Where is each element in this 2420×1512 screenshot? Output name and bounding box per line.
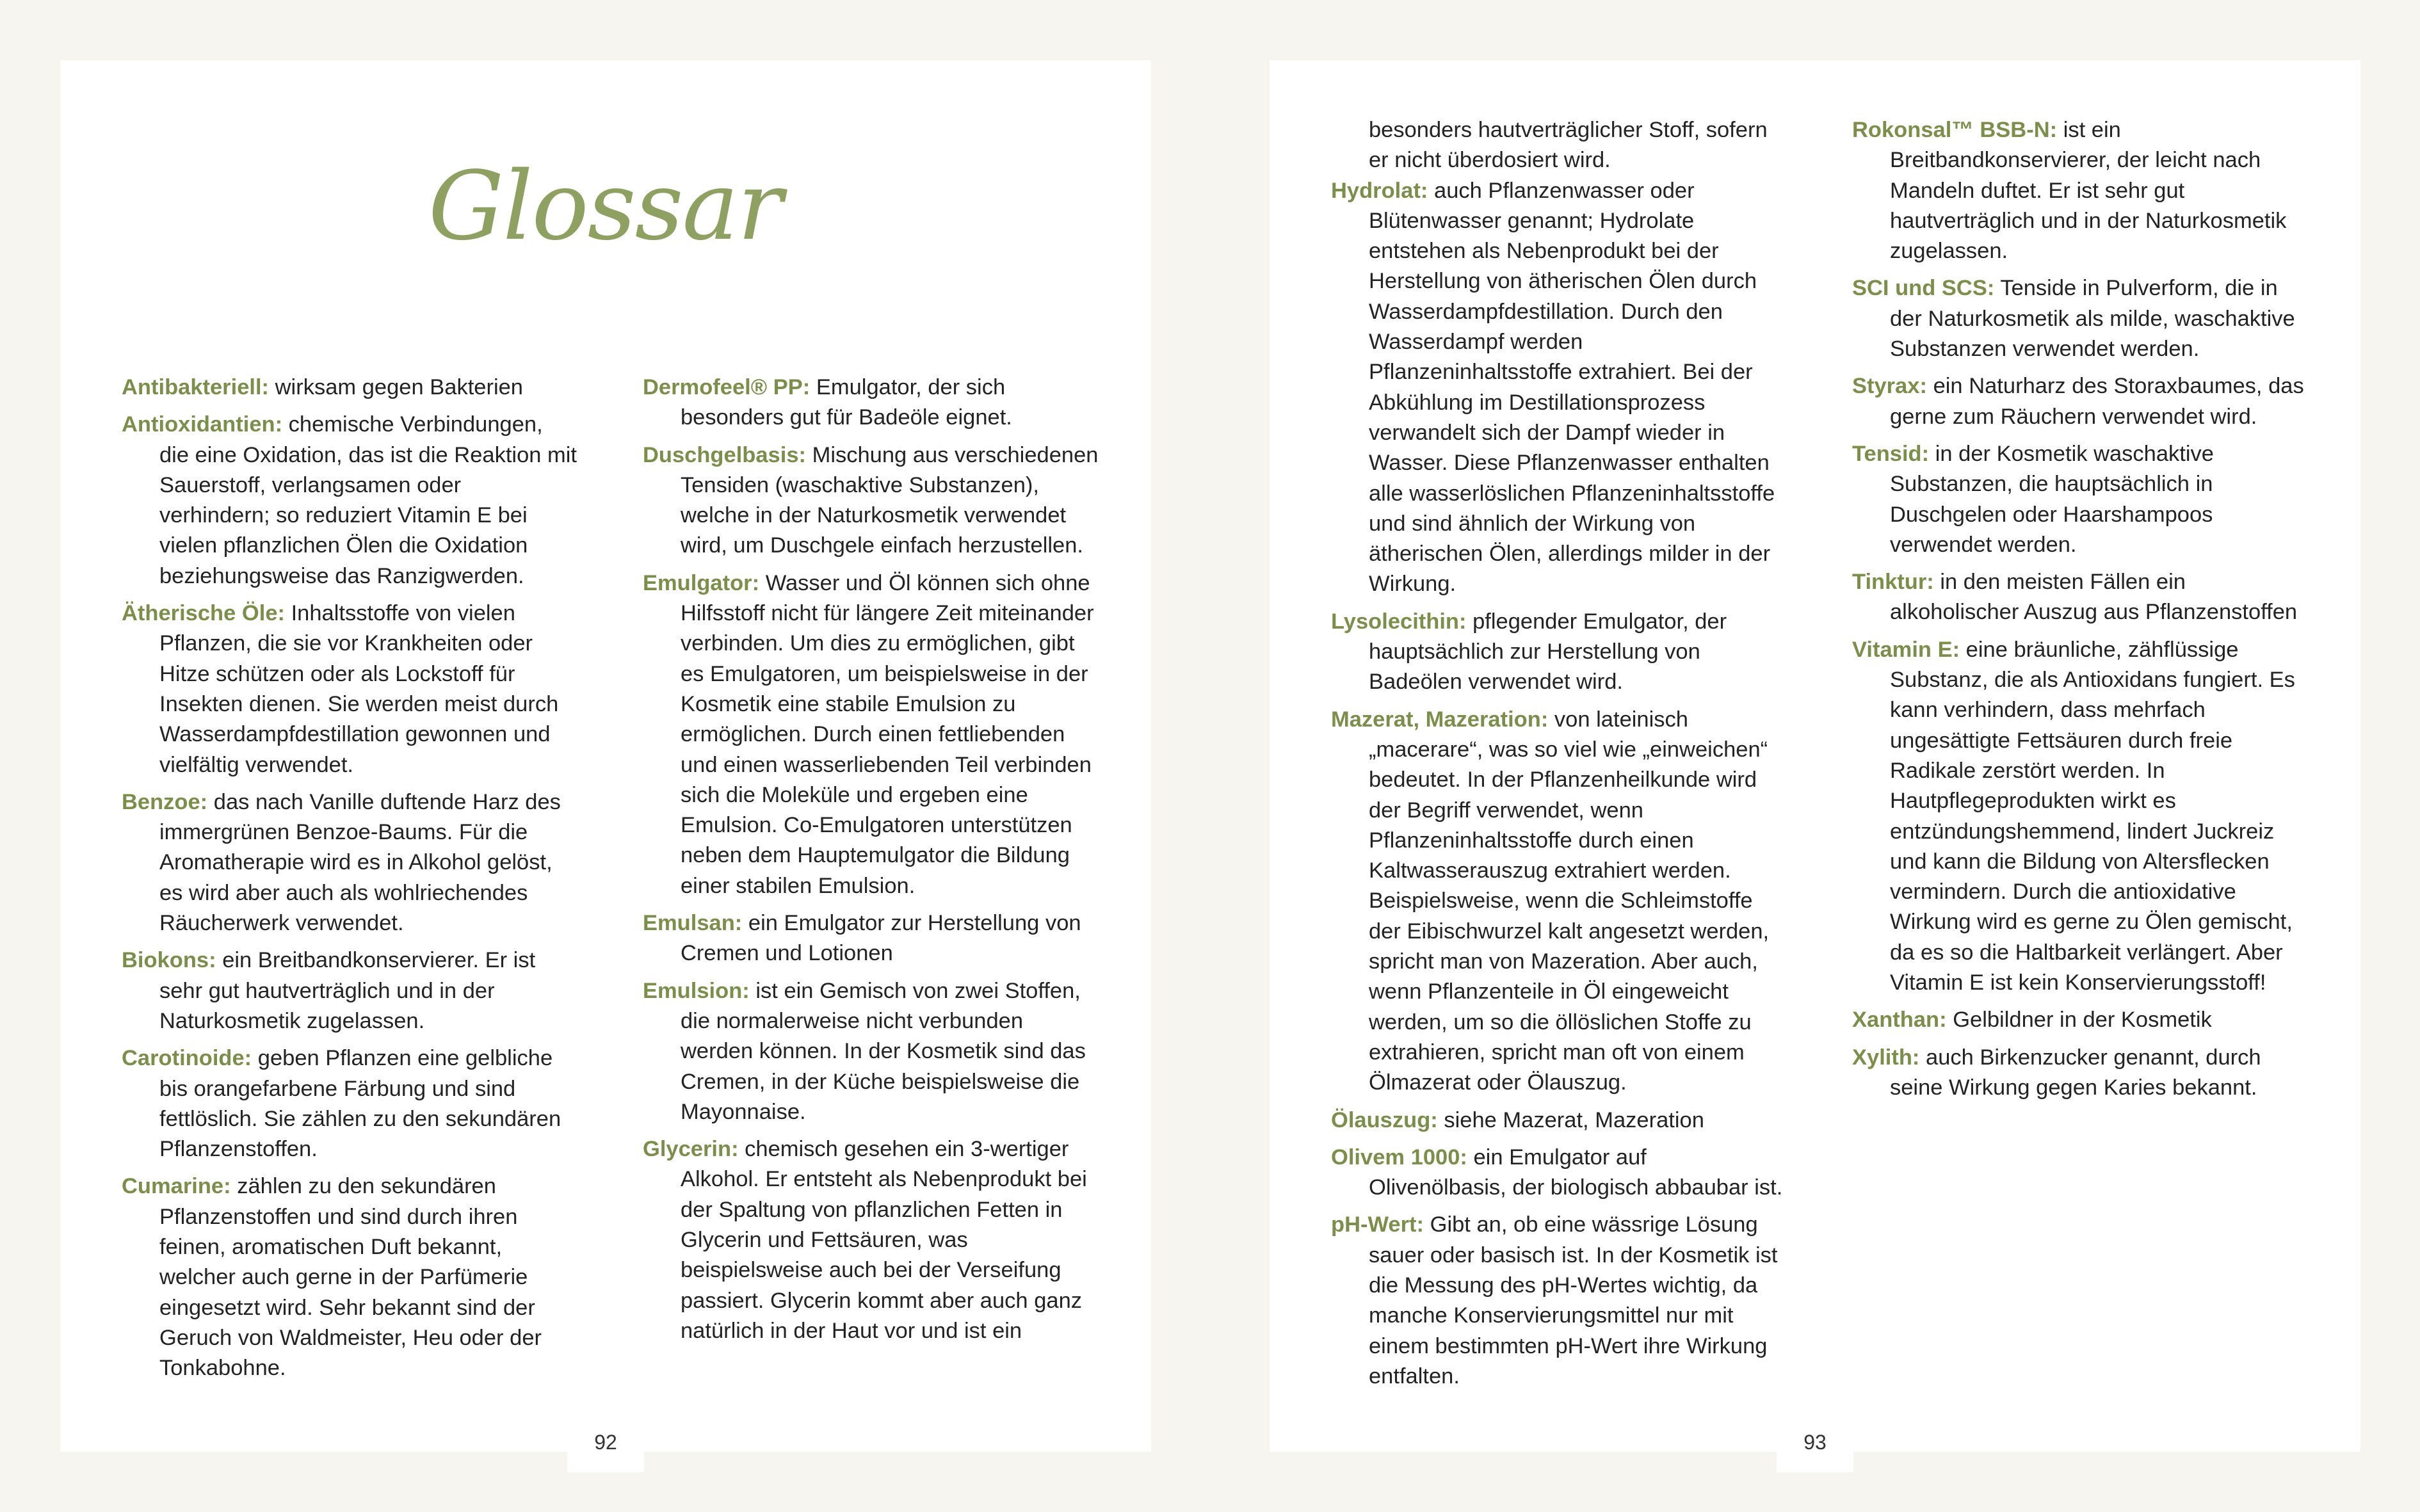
- glossary-definition: von lateinisch „macerare“, was so viel wie „einweichen“ bedeutet. In der Pflanzenheilkunde wird der Begriff verwendet, wenn Pflanzeninhaltsstoffe durch einen Kaltwasserauszug extrahiert werden. Beispielsweise, wenn die Schleimstoffe der Eibischwurzel kalt angesetzt werden, spricht man von Mazeration. Aber auch, wenn Pflanzenteile in Öl eingeweicht werden, um so die öllöslichen Stoffe zu extrahieren, spricht man oft von einem Ölmazerat oder Ölauszug.: [1369, 707, 1770, 1095]
- glossary-entry: [1852, 273, 2308, 364]
- glossary-entry: [643, 440, 1099, 561]
- glossary-term: Antibakteriell:: [122, 375, 270, 399]
- glossary-entry: [122, 410, 577, 591]
- glossary-entry: [1331, 1143, 1787, 1203]
- glossary-term: Lysolecithin:: [1331, 609, 1467, 634]
- glossary-entry: [643, 1134, 1099, 1346]
- glossary-entry: [1852, 371, 2308, 432]
- continuation-text: besonders hautverträglicher Stoff, sofern er nicht überdosiert wird.: [1369, 118, 1768, 173]
- glossary-definition: Gelbildner in der Kosmetik: [1953, 1008, 2212, 1033]
- glossary-term: Biokons:: [122, 948, 216, 973]
- glossary-term: Xylith:: [1852, 1045, 1920, 1070]
- glossary-entry: [1852, 635, 2308, 999]
- glossary-entry: [1331, 176, 1787, 600]
- glossary-term: Emulgator:: [643, 570, 760, 595]
- glossary-definition: Mischung aus verschiedenen Tensiden (waschaktive Substanzen), welche in der Naturkosmetik verwendet wird, um Duschgele einfach herzustellen.: [681, 442, 1099, 558]
- glossary-term: Benzoe:: [122, 789, 208, 814]
- glossary-definition: ein Breitbandkonservierer. Er ist sehr gut hautverträglich und in der Naturkosmetik zugelassen.: [159, 948, 536, 1033]
- glossary-definition: ist ein Breitbandkonservierer, der leicht nach Mandeln duftet. Er ist sehr gut hautverträglich und in der Naturkosmetik zugelassen.: [1890, 118, 2287, 264]
- glossary-term: Tensid:: [1852, 441, 1930, 466]
- glossary-term: Xanthan:: [1852, 1008, 1947, 1033]
- glossary-term: Glycerin:: [643, 1137, 739, 1162]
- glossary-definition: eine bräunliche, zähflüssige Substanz, die als Antioxidans fungiert. Es kann verhindern, dass mehrfach ungesättigte Fettsäuren durch freie Radikale zerstört werden. In Hautpflegeprodukten wirkt es entzündungshemmend, lindert Juckreiz und kann die Bildung von Altersflecken vermindern. Durch die antioxidative Wirkung wird es gerne zu Ölen gemischt, da es so die Haltbarkeit verlängert. Aber Vitamin E ist kein Konservierungsstoff!: [1890, 637, 2295, 995]
- glossary-column-4: [1852, 115, 2308, 1110]
- glossary-term: Ölauszug:: [1331, 1107, 1438, 1132]
- glossary-definition: ein Emulgator auf Olivenölbasis, der biologisch abbaubar ist.: [1369, 1145, 1783, 1200]
- glossary-entry: [643, 373, 1099, 433]
- page-number-right: 93: [1803, 1431, 1827, 1454]
- glossary-definition: Wasser und Öl können sich ohne Hilfsstoff nicht für längere Zeit miteinander verbinden. Um dies zu ermöglichen, gibt es Emulgatoren, um beispielsweise in der Kosmetik eine stabile Emulsion zu ermöglichen. Durch einen fettliebenden und einen wasserliebenden Teil verbinden sich die Moleküle und ergeben eine Emulsion. Co-Emulgatoren unterstützen neben dem Hauptemulgator die Bildung einer stabilen Emulsion.: [681, 570, 1094, 898]
- glossary-definition: auch Birkenzucker genannt, durch seine Wirkung gegen Karies bekannt.: [1890, 1045, 2261, 1100]
- glossary-definition: wirksam gegen Bakterien: [275, 375, 523, 399]
- glossary-definition: Gibt an, ob eine wässrige Lösung sauer oder basisch ist. In der Kosmetik ist die Messung des pH-Wertes wichtig, da manche Konservierungsmittel nur mit einem bestimmten pH-Wert ihre Wirkung entfalten.: [1369, 1212, 1778, 1388]
- glossary-definition: ein Emulgator zur Herstellung von Cremen und Lotionen: [681, 911, 1081, 966]
- glossary-entry: [122, 945, 577, 1036]
- glossary-entry: [122, 599, 577, 780]
- glossary-term: pH-Wert:: [1331, 1212, 1424, 1237]
- glossary-entry: [643, 908, 1099, 969]
- glossary-entry: [643, 568, 1099, 901]
- glossary-term: SCI und SCS:: [1852, 276, 1995, 301]
- glossary-entry: [1852, 1043, 2308, 1104]
- glossary-entry: [1852, 567, 2308, 628]
- page-number-left: 92: [594, 1431, 617, 1454]
- glossary-column-1: [122, 373, 577, 1391]
- glossary-definition: auch Pflanzenwasser oder Blütenwasser genannt; Hydrolate entstehen als Nebenprodukt bei der Herstellung von ätherischen Ölen durch Wasserdampfdestillation. Durch den Wasserdampf werden Pflanzeninhaltsstoffe extrahiert. Bei der Abkühlung im Destillationsprozess verwandelt sich der Dampf wieder in Wasser. Diese Pflanzenwasser enthalten alle wasserlöslichen Pflanzeninhaltsstoffe und sind ähnlich der Wirkung von ätherischen Ölen, allerdings milder in der Wirkung.: [1369, 178, 1775, 597]
- glossary-definition: geben Pflanzen eine gelbliche bis orangefarbene Färbung und sind fettlöslich. Sie zählen zu den sekundären Pflanzenstoffen.: [159, 1046, 561, 1162]
- glossary-definition: siehe Mazerat, Mazeration: [1444, 1107, 1704, 1132]
- glossary-term: Vitamin E:: [1852, 637, 1960, 662]
- right-page-tab: [1777, 1452, 1853, 1472]
- glossary-entry: [1331, 607, 1787, 698]
- glossary-term: Dermofeel® PP:: [643, 375, 811, 399]
- glossary-definition: Tenside in Pulverform, die in der Naturkosmetik als milde, waschaktive Substanzen verwendet werden.: [1890, 276, 2295, 362]
- glossary-definition: in den meisten Fällen ein alkoholischer Auszug aus Pflanzenstoffen: [1890, 570, 2298, 625]
- glossary-definition: ein Naturharz des Storaxbaumes, das gerne zum Räuchern verwendet wird.: [1890, 374, 2304, 429]
- page-title: Glossar: [428, 151, 782, 261]
- glossary-term: Olivem 1000:: [1331, 1145, 1467, 1170]
- glossary-term: Emulsion:: [643, 978, 750, 1003]
- glossary-entry: [1852, 115, 2308, 266]
- glossary-definition: ist ein Gemisch von zwei Stoffen, die normalerweise nicht verbunden werden können. In der Kosmetik sind das Cremen, in der Küche beispielsweise die Mayonnaise.: [681, 978, 1086, 1124]
- glossary-definition: das nach Vanille duftende Harz des immergrünen Benzoe-Baums. Für die Aromatherapie wird es in Alkohol gelöst, es wird aber auch als wohlriechendes Räucherwerk verwendet.: [159, 789, 561, 936]
- glossary-term: Duschgelbasis:: [643, 442, 806, 467]
- glossary-term: Carotinoide:: [122, 1046, 252, 1071]
- glossary-entry: [1331, 1210, 1787, 1392]
- glossary-entry: [1852, 439, 2308, 560]
- glossary-definition: Emulgator, der sich besonders gut für Badeöle eignet.: [681, 375, 1012, 430]
- glossary-entry: [1331, 705, 1787, 1098]
- glossary-term: Cumarine:: [122, 1174, 231, 1199]
- glossary-definition: pflegender Emulgator, der hauptsächlich zur Herstellung von Badeölen verwendet wird.: [1369, 609, 1727, 695]
- glossary-definition: Inhaltsstoffe von vielen Pflanzen, die sie vor Krankheiten oder Hitze schützen oder als Lockstoff für Insekten dienen. Sie werden meist durch Wasserdampfdestillation gewonnen und vielfältig verwendet.: [159, 601, 559, 777]
- glossary-term: Antioxidantien:: [122, 412, 283, 437]
- glossary-term: Rokonsal™ BSB-N:: [1852, 118, 2058, 142]
- glossary-term: Styrax:: [1852, 374, 1927, 399]
- glossary-entry: [122, 787, 577, 938]
- glossary-entry: [643, 976, 1099, 1127]
- glossary-entry: [122, 1171, 577, 1383]
- glossary-definition: chemisch gesehen ein 3-wertiger Alkohol. Er entsteht als Nebenprodukt bei der Spaltung von pflanzlichen Fetten in Glycerin und Fettsäuren, was beispielsweise auch bei der Verseifung passiert. Glycerin kommt aber auch ganz natürlich in der Haut vor und ist ein: [681, 1137, 1087, 1343]
- glossary-definition: zählen zu den sekundären Pflanzenstoffen und sind durch ihren feinen, aromatischen Duft bekannt, welcher auch gerne in der Parfümerie eingesetzt wird. Sehr bekannt sind der Geruch von Waldmeister, Heu oder der Tonkabohne.: [159, 1174, 542, 1381]
- glossary-entry: [122, 373, 577, 403]
- left-page-tab: [567, 1452, 644, 1472]
- glossary-term: Ätherische Öle:: [122, 601, 285, 626]
- glossary-entry: [122, 1043, 577, 1164]
- glossary-definition: in der Kosmetik waschaktive Substanzen, die hauptsächlich in Duschgelen oder Haarshampoos verwendet werden.: [1890, 441, 2214, 557]
- glossary-term: Tinktur:: [1852, 570, 1934, 595]
- glossary-column-3: [1331, 115, 1787, 1399]
- glossary-term: Emulsan:: [643, 911, 743, 936]
- glossary-column-2: [643, 373, 1099, 1353]
- glossary-term: Hydrolat:: [1331, 178, 1428, 203]
- glossary-definition: chemische Verbindungen, die eine Oxidation, das ist die Reaktion mit Sauerstoff, verlangsamen oder verhindern; so reduziert Vitamin E bei vielen pflanzlichen Ölen die Oxidation beziehungsweise das Ranzigwerden.: [159, 412, 577, 588]
- glossary-entry: [1852, 1005, 2308, 1035]
- glossary-term: Mazerat, Mazeration:: [1331, 707, 1549, 732]
- glossary-entry: [1331, 1106, 1787, 1136]
